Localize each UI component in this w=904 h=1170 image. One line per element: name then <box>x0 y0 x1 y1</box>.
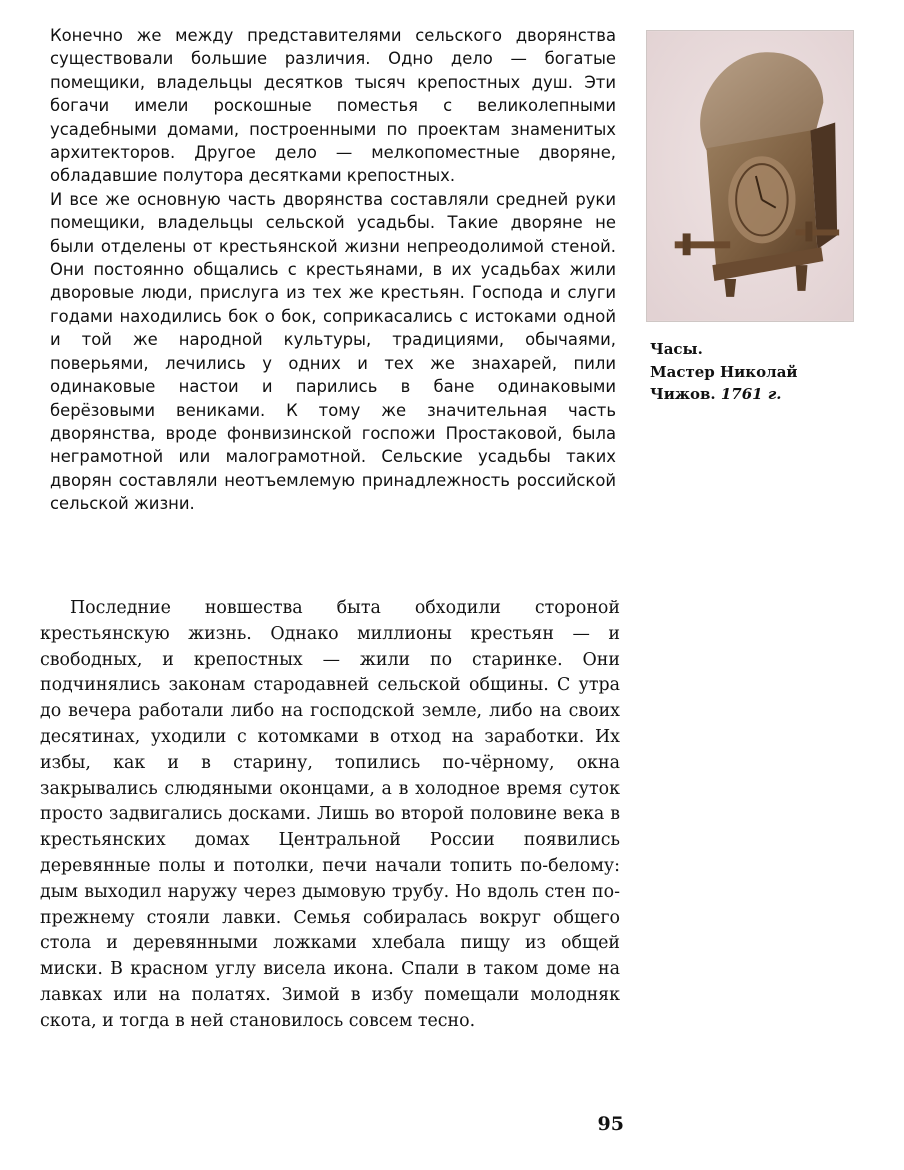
caption-author-name: Чижов. <box>650 385 716 403</box>
page-number: 95 <box>597 1113 624 1135</box>
sidebar-paragraph-1: Конечно же между представителями сельского дворянства существовали большие различия. Одно дело — богатые помещики, владельцы десятков тысяч крепостных душ. Эти богачи имели роскошные поместья с великолепными усадебными домами, построенными по проектам знаменитых архитекторов. Другое дело — мелкопоместные дворяне, обладавшие полутора десятками крепостных. <box>50 26 616 186</box>
caption-line-title: Часы. <box>650 340 703 358</box>
sidebar-text-block <box>50 24 616 516</box>
caption-year: 1761 г. <box>720 385 782 403</box>
caption-line-master: Мастер Николай <box>650 362 798 381</box>
sidebar-paragraph-2: И все же основную часть дворянства составляли средней руки помещики, владельцы сельской усадьбы. Такие дворяне не были отделены от крестьянской жизни непреодолимой стеной. Они постоянно общались с крестьянами, в их усадьбах жили дворовые люди, прислуга из тех же крестьян. Господа и слуги годами находились бок о бок, соприкасались с истоками одной и той же народной культуры, традициями, обычаями, поверьями, лечились у одних и тех же знахарей, пили одинаковые настои и парились в бане одинаковыми берёзовыми вениками. К тому же значительная часть дворянства, вроде фонвизинской госпожи Простаковой, была неграмотной или малограмотной. Сельские усадьбы таких дворян составляли неотъемлемую принадлежность российской сельской жизни. <box>50 189 616 514</box>
clock-image <box>647 31 853 321</box>
figure-caption <box>650 338 870 406</box>
clock-photo <box>646 30 854 322</box>
main-paragraph: Последние новшества быта обходили стороной крестьянскую жизнь. Однако миллионы крестьян — и свободных, и крепостных — жили по старинке. Они подчинялись законам стародавней сельской общины. С утра до вечера работали либо на господской земле, либо на своих десятинах, уходили с котомками в отход на заработки. Их избы, как и в старину, топились по-чёрному, окна закрывались слюдяными оконцами, а в холодное время суток просто задвигались досками. Лишь во второй половине века в крестьянских домах Центральной России появились деревянные полы и потолки, печи начали топить по-белому: дым выходил наружу через дымовую трубу. Но вдоль стен по-прежнему стояли лавки. Семья собиралась вокруг общего стола и деревянными ложками хлебала пищу из общей миски. В красном углу висела икона. Спали в таком доме на лавках или на полатях. Зимой в избу помещали молодняк скота, и тогда в ней становилось совсем тесно. <box>40 598 620 1031</box>
caption-line-author <box>650 383 870 406</box>
main-text-block <box>40 596 620 1035</box>
